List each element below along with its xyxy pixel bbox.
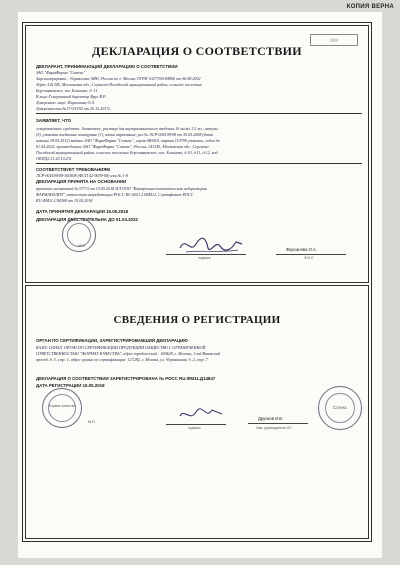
basis-line: RU.ФМ11.С84368 от 15.05.2018 [36, 198, 93, 203]
claims-line: ОКПД2 21.20.10.231 [36, 156, 72, 161]
divider [36, 113, 362, 114]
fio-caption: Ф.И.О [304, 256, 314, 260]
document-frame [22, 22, 372, 542]
copy-stamp: КОПИЯ ВЕРНА [346, 4, 394, 10]
signature-line [166, 254, 246, 255]
valid-until: ДЕКЛАРАЦИЯ ДЕЙСТВИТЕЛЬНА ДО 01.04.2022 [36, 217, 138, 222]
organ-header: ОРГАН ПО СЕРТИФИКАЦИИ, ЗАРЕГИСТРИРОВАВШИЙ ДЕКЛАРАЦИЮ [36, 338, 188, 343]
declarant-line: Доверенность:№17-03/192 от 20.12.2017г. [36, 106, 111, 111]
basis-line: ФАРМАНАЛИТ", аттестат аккредитации РОСС RU.0001.21ФМ12, Сертификат РОСС [36, 192, 194, 197]
accepted-date: ДАТА ПРИНЯТИЯ ДЕКЛАРАЦИИ 15.05.2018 [36, 209, 129, 214]
form-stamp-box: ▒▒▒▒ [310, 34, 358, 46]
conformity-line: ЛСР-004199/08-300508 (ФСП 42-9039-08) изм № 1-8 [36, 173, 128, 178]
registration-title: СВЕДЕНИЯ О РЕГИСТРАЦИИ [113, 314, 281, 326]
registration-date: ДАТА РЕГИСТРАЦИИ 15.05.2018 [36, 383, 105, 388]
claims-line: (5), упаковки ячейковые контурные (1), пачки картонные, рег.№ ЛСР-004199/08 от 30.05.2008 (дата [36, 132, 213, 137]
declarant-line: Адрес:141345, Московская обл., Сергиево-Посадский муниципальный район, сельское поселение [36, 82, 203, 87]
claims-line: 01.04.2022, произведенное ЗАО "ФармФирма "Сотекс", Россия, 141345, Московская обл., Сергиево- [36, 144, 210, 149]
signature-caption: подпись [188, 426, 201, 430]
declaration-title: ДЕКЛАРАЦИЯ О СООТВЕТСТВИИ [92, 44, 302, 58]
registration-box [25, 285, 369, 539]
document-sheet [18, 12, 382, 558]
seal-text-right: Сотекс [332, 405, 348, 410]
declarant-line: В лице:Генеральный директор Ярус В.Р. [36, 94, 107, 99]
claims-header: ЗАЯВЛЯЕТ, ЧТО [36, 118, 72, 123]
mp-label: М.П. [88, 420, 96, 424]
declarant-line: ЗАО "ФармФирма "Сотекс" [36, 70, 86, 75]
signer-name: Фирсанова О.А. [286, 247, 317, 252]
declaration-box [25, 25, 369, 283]
claims-line: замены 18.05.2012) выдано ЗАО "ФармФирма "Сотекс", серия 080418, партия 110799 упаковок, годен до [36, 138, 220, 143]
name-line [248, 423, 308, 424]
organ-line: проезд, д. 5, стр. 1, адрес органа по сертификации: 127282, г. Москва, ул. Чермянская, д. 2, стр. 7 [36, 357, 208, 362]
signature-registrar [176, 404, 226, 424]
declarant-line: Доверенное лицо: Фирсанова О.А. [36, 100, 95, 105]
organ-line: RA.RU.11ФМ11 ОРГАН ПО СЕРТИФИКАЦИИ ПРОДУКЦИИ ОБЩЕСТВО С ОГРАНИЧЕННОЙ [36, 345, 206, 350]
signature-declarant [176, 234, 246, 256]
signature-caption: подпись [198, 256, 211, 260]
mp-label: М.П. [78, 244, 86, 248]
claims-line: лекарственное средство: Амикотекс, раствор для внутримышечного введения 10 мг/мл 1.5 мл , ампулы [36, 126, 218, 131]
registration-number: ДЕКЛАРАЦИЯ О СООТВЕТСТВИИ ЗАРЕГИСТРИРОВАНА № РОСС RU.ФМ11.Д14847 [36, 376, 216, 381]
basis-line: протокол испытаний № 977/3 от 15.05.2018 ИЛ ООО "Контрольно-аналитическая лаборатория [36, 186, 207, 191]
declarant-line: Зарегистрирован : Управление МНС России по г. Москве ОГРН 1027700184960 от 06.08.2002 [36, 76, 201, 81]
divider [36, 163, 362, 164]
head-title: Зам. руководителя ОС [256, 426, 292, 430]
conformity-header: СООТВЕТСТВУЕТ ТРЕБОВАНИЯМ [36, 167, 111, 172]
organ-line: ОТВЕТСТВЕННОСТЬЮ "ФОРМАТ КАЧЕСТВА", адрес юридический : 109428, г. Москва, 1-ый Вязовский [36, 351, 220, 356]
declarant-header: ДЕКЛАРАНТ, ПРИНИМАЮЩИЙ ДЕКЛАРАЦИЮ О СООТВЕТСТВИИ [36, 64, 178, 69]
name-line [276, 254, 346, 255]
seal-text-left: Формат качества [48, 404, 76, 408]
claims-line: Посадский муниципальный район, сельское поселение Березняковское, пос. Белиново, д.10, д.11, д.12, код [36, 150, 218, 155]
declarant-line: Березняковское, пос Белиново, д. 11. [36, 88, 99, 93]
signature-line [166, 424, 226, 425]
basis-header: ДЕКЛАРАЦИЯ ПРИНЯТА НА ОСНОВАНИИ [36, 179, 127, 184]
head-name: Друнков И.В. [258, 416, 284, 421]
certification-seal-inner [48, 394, 76, 422]
